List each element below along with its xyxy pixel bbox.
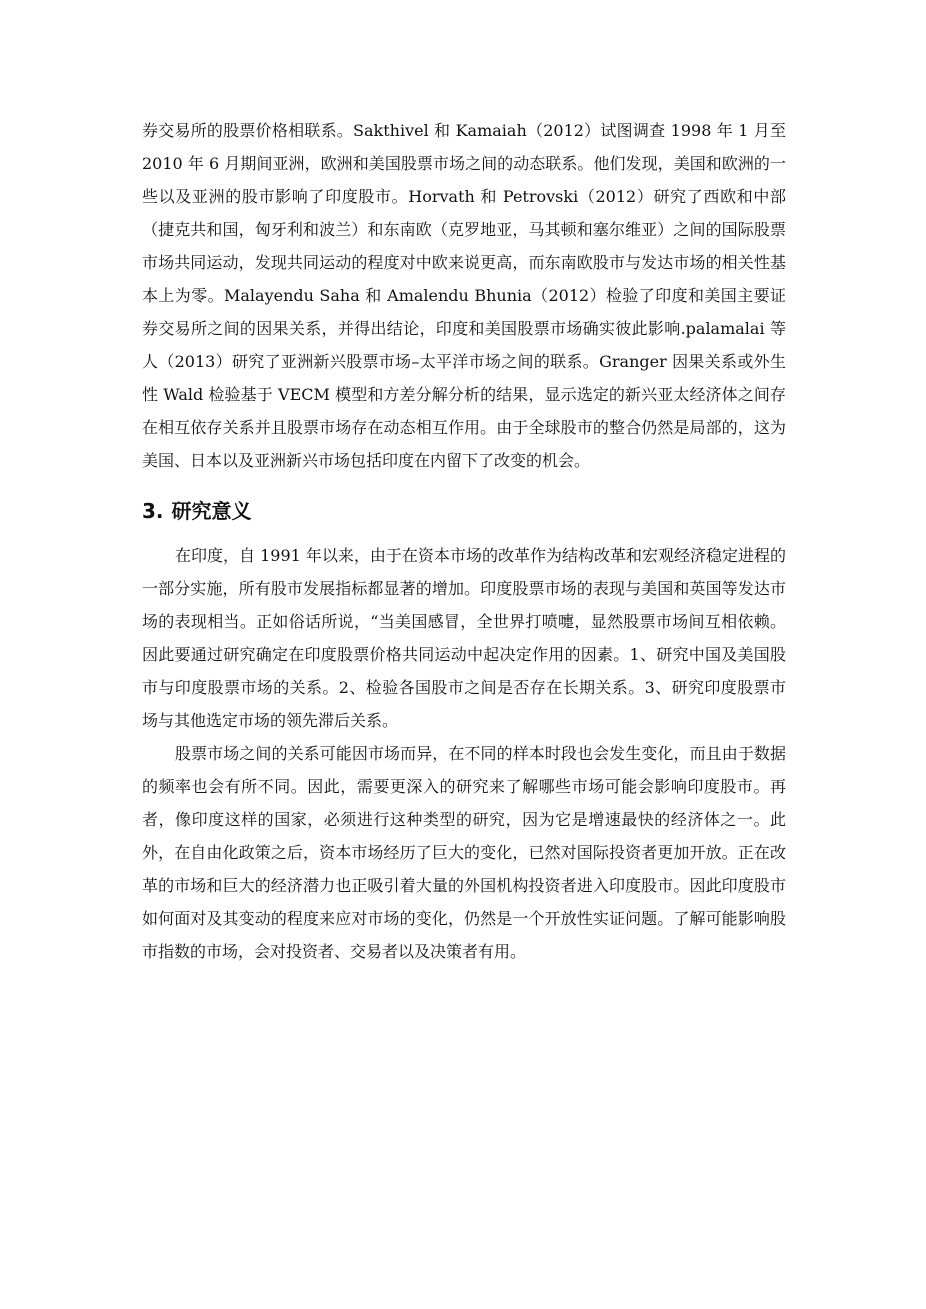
paragraph-literature-review: 券交易所的股票价格相联系。Sakthivel 和 Kamaiah（2012）试图调查 1998 年 1 月至 2010 年 6 月期间亚洲，欧洲和美国股票市场之间的动态联系。他们发现，美国和欧洲的一些以及亚洲的股市影响了印度股市。Horvath 和 Petrovski（2012）研究了西欧和中部（捷克共和国，匈牙利和波兰）和东南欧（克罗地亚，马其顿和塞尔维亚）之间的国际股票市场共同运动，发现共同运动的程度对中欧来说更高，而东南欧股市与发达市场的相关性基本上为零。Malayendu Saha 和 Amalendu Bhunia（2012）检验了印度和美国主要证券交易所之间的因果关系，并得出结论，印度和美国股票市场确实彼此影响.palamalai 等人（2013）研究了亚洲新兴股票市场–太平洋市场之间的联系。Granger 因果关系或外生性 Wald 检验基于 VECM 模型和方差分解分析的结果，显示选定的新兴亚太经济体之间存在相互依存关系并且股票市场存在动态相互作用。由于全球股市的整合仍然是局部的，这为美国、日本以及亚洲新兴市场包括印度在内留下了改变的机会。 xyxy=(142,121,786,470)
section-heading xyxy=(142,496,786,526)
section-number: 3. xyxy=(142,499,164,523)
document-body xyxy=(142,114,786,968)
paragraph-research-significance-2: 股票市场之间的关系可能因市场而异，在不同的样本时段也会发生变化，而且由于数据的频率也会有所不同。因此，需要更深入的研究来了解哪些市场可能会影响印度股市。再者，像印度这样的国家，必须进行这种类型的研究，因为它是增速最快的经济体之一。此外，在自由化政策之后，资本市场经历了巨大的变化，已然对国际投资者更加开放。正在改革的市场和巨大的经济潜力也正吸引着大量的外国机构投资者进入印度股市。因此印度股市如何面对及其变动的程度来应对市场的变化，仍然是一个开放性实证问题。了解可能影响股市指数的市场，会对投资者、交易者以及决策者有用。 xyxy=(142,744,786,961)
section-title: 研究意义 xyxy=(171,499,252,523)
paragraph-research-significance-1: 在印度，自 1991 年以来，由于在资本市场的改革作为结构改革和宏观经济稳定进程的一部分实施，所有股市发展指标都显著的增加。印度股票市场的表现与美国和英国等发达市场的表现相当。正如俗话所说，“当美国感冒，全世界打喷嚏，显然股票市场间互相依赖。因此要通过研究确定在印度股票价格共同运动中起决定作用的因素。1、研究中国及美国股市与印度股票市场的关系。2、检验各国股市之间是否存在长期关系。3、研究印度股票市场与其他选定市场的领先滞后关系。 xyxy=(142,546,786,730)
